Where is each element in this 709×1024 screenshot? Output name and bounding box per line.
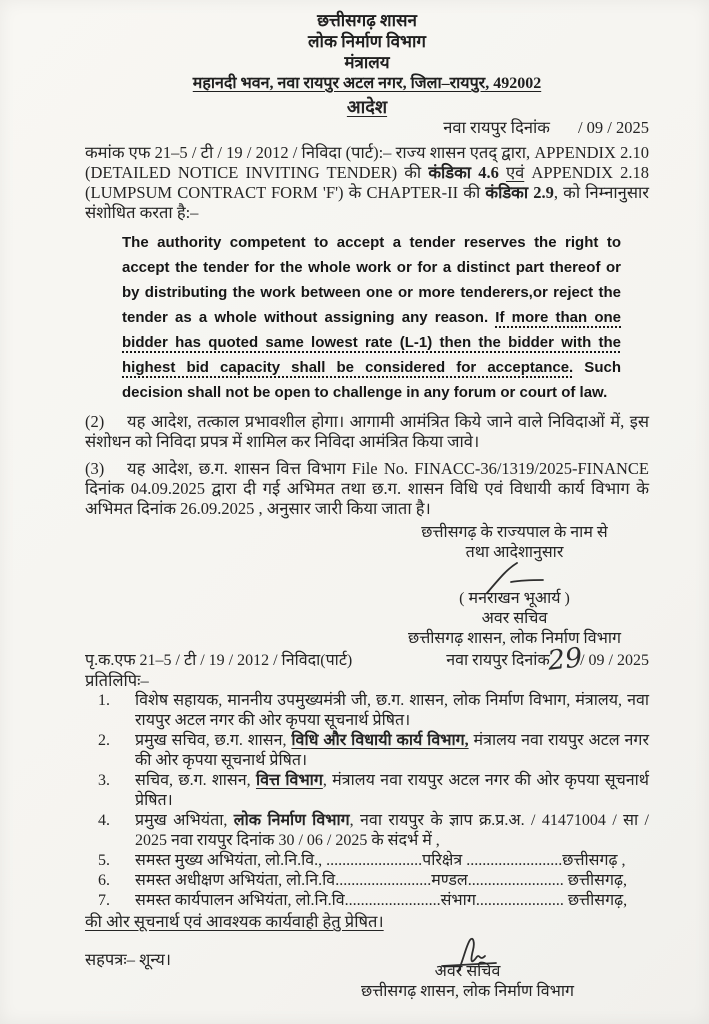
copy-closing-line: की ओर सूचनार्थ एवं आवश्यक कार्यवाही हेतु प्रेषित। bbox=[85, 912, 384, 931]
header-department-name: लोक निर्माण विभाग bbox=[308, 32, 426, 51]
copy-item-3 bbox=[98, 771, 649, 811]
copy-item-text: सचिव, छ.ग. शासन, वित्त विभाग, मंत्रालय नवा रायपुर अटल नगर की ओर कृपया सूचनार्थ प्रेषित। bbox=[135, 772, 649, 809]
header-government-name: छत्तीसगढ़ शासन bbox=[317, 11, 417, 30]
order-title: आदेश bbox=[346, 97, 388, 117]
copy-item-text: समस्त अधीक्षण अभियंता, लो.नि.वि........................मण्डल........................ छत्तीसगढ़, bbox=[135, 872, 628, 889]
paragraph-2-number: (2) bbox=[85, 412, 105, 431]
endorsement-date-prefix: नवा रायपुर दिनांक bbox=[446, 652, 550, 669]
copy-item-number: 7. bbox=[98, 892, 110, 909]
enclosure-line: सहपत्रः– शून्य। bbox=[85, 950, 172, 969]
paragraph-2-text: यह आदेश, तत्काल प्रभावशील होगा। आगामी आमंत्रित किये जाने वाले निविदाओं में, इस संशोधन को निविदा प्रपत्र में शामिल कर निविदा आमंत्रित किया जावे। bbox=[85, 412, 649, 451]
footer-signature-block bbox=[361, 936, 574, 1002]
copy-item-7 bbox=[98, 891, 649, 911]
endorsement-ref-number: पृ.क.एफ 21–5 / टी / 19 / 2012 / निविदा(पार्ट) bbox=[85, 652, 353, 669]
order-date-value: / 09 / 2025 bbox=[577, 118, 649, 137]
endorsement-date-rest: / 09 / 2025 bbox=[580, 652, 649, 669]
copy-item-number: 1. bbox=[98, 692, 110, 709]
signatory-department: छत्तीसगढ़ शासन, लोक निर्माण विभाग bbox=[408, 630, 621, 647]
copy-item-text: समस्त मुख्य अभियंता, लो.नि.वि., ........................परिक्षेत्र ........................छत्तीसगढ़ , bbox=[135, 852, 626, 869]
order-paragraph-3 bbox=[85, 459, 649, 519]
copy-item-text: प्रमुख अभियंता, लोक निर्माण विभाग, नवा रायपुर के ज्ञाप क्र.प्र.अ. / 41471004 / सा / 2025 नवा रायपुर दिनांक 30 / 06 / 2025 के संदर्भ में , bbox=[135, 812, 649, 849]
copy-item-number: 2. bbox=[98, 732, 110, 749]
header-office-name: मंत्रालय bbox=[344, 53, 390, 72]
copy-item-text: विशेष सहायक, माननीय उपमुख्यमंत्री जी, छ.ग. शासन, लोक निर्माण विभाग, मंत्रालय, नवा रायपुर अटल नगर की ओर कृपया सूचनार्थ प्रेषित। bbox=[135, 692, 649, 729]
order-paragraph-2 bbox=[85, 412, 649, 452]
on-behalf-line-1: छत्तीसगढ़ के राज्यपाल के नाम से bbox=[421, 524, 608, 541]
handwritten-day: 29 bbox=[546, 642, 584, 677]
signatory-designation: अवर सचिव bbox=[481, 610, 548, 627]
copy-item-1 bbox=[98, 691, 649, 731]
copy-item-4 bbox=[98, 811, 649, 851]
amended-clause-english: The authority competent to accept a tender reserves the right to accept the tender for the whole work or for a distinct part thereof or by distributing the work between one or more tenderers,or reject the tender as a whole without assigning any reason. If more than one bidder has quoted same lowest rate (L-1) then the bidder with the highest bid capacity shall be considered for acceptance. Such decision shall not be open to challenge in any forum or court of law. bbox=[122, 234, 621, 401]
copy-item-text: प्रमुख सचिव, छ.ग. शासन, विधि और विधायी कार्य विभाग, मंत्रालय नवा रायपुर अटल नगर की ओर कृपया सूचनार्थ प्रेषित। bbox=[135, 732, 649, 769]
bottom-row bbox=[85, 936, 649, 1002]
signatory-name: ( मनराखन भूआर्य ) bbox=[459, 590, 570, 607]
header-address: महानदी भवन, नवा रायपुर अटल नगर, जिला–रायपुर, 492002 bbox=[192, 75, 542, 92]
copy-item-5 bbox=[98, 851, 649, 871]
copy-item-number: 6. bbox=[98, 872, 110, 889]
copy-item-number: 5. bbox=[98, 852, 110, 869]
footer-signatory-designation: अवर सचिव bbox=[434, 963, 501, 980]
signatory-block bbox=[408, 523, 621, 649]
endorsement-date-group bbox=[446, 642, 649, 677]
copy-item-text: समस्त कार्यपालन अभियंता, लो.नि.वि........................संभाग...................... छत्तीसगढ़, bbox=[135, 892, 628, 909]
copy-item-number: 3. bbox=[98, 772, 110, 789]
on-behalf-line-2: तथा आदेशानुसार bbox=[465, 544, 564, 561]
copy-item-6 bbox=[98, 871, 649, 891]
paragraph-3-number: (3) bbox=[85, 459, 105, 478]
paragraph-3-text: यह आदेश, छ.ग. शासन वित्त विभाग File No. FINACC-36/1319/2025-FINANCE दिनांक 04.09.2025 द्वारा दी गई अभिमत तथा छ.ग. शासन विधि एवं विधायी कार्य विभाग के अभिमत दिनांक 26.09.2025 , अनुसार जारी किया जाता है। bbox=[85, 459, 649, 518]
footer-signatory-department: छत्तीसगढ़ शासन, लोक निर्माण विभाग bbox=[361, 983, 574, 1000]
copy-item-number: 4. bbox=[98, 812, 110, 829]
order-date-line bbox=[85, 117, 649, 138]
order-date-prefix: नवा रायपुर दिनांक bbox=[443, 118, 550, 137]
order-paragraph-1: कमांक एफ 21–5 / टी / 19 / 2012 / निविदा (पार्ट):– राज्य शासन एतद् द्वारा, APPENDIX 2.10 (DETAILED NOTICE INVITING TENDER) की कंडिका 4.6 एवं APPENDIX 2.18 (LUMPSUM CONTRACT FORM 'F') के CHAPTER-II की कंडिका 2.9, को निम्नानुसार संशोधित करता है:– bbox=[85, 143, 650, 222]
endorsement-reference-row bbox=[85, 642, 649, 677]
copy-item-2 bbox=[98, 731, 649, 771]
copy-to-label: प्रतिलिपिः– bbox=[85, 671, 149, 690]
